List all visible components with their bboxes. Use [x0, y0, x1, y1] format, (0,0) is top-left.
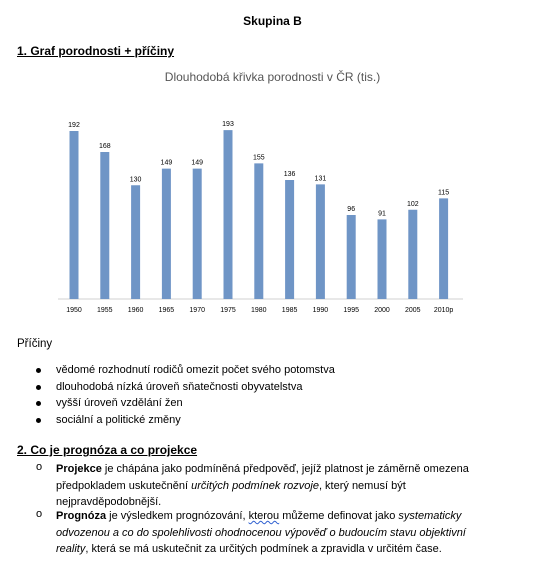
- bar-1985: [285, 180, 294, 299]
- tick-label-1975: 1975: [220, 307, 236, 314]
- spellcheck-word: kterou: [248, 510, 280, 522]
- text-part: můžeme definovat jako: [279, 510, 399, 522]
- term-label: Projekce: [56, 463, 102, 475]
- list-item: [0, 362, 335, 379]
- tick-label-1990: 1990: [312, 307, 329, 314]
- circle-bullet-icon: o: [36, 508, 43, 520]
- bar-2000: [378, 219, 387, 299]
- cause-text: vyšší úroveň vzdělání žen: [56, 397, 183, 409]
- bar-2010p: [439, 198, 448, 299]
- circle-bullet-icon: o: [36, 461, 43, 473]
- birthrate-bar-chart: [58, 94, 478, 322]
- tick-label-2010p: 2010p: [433, 307, 454, 314]
- tick-label-1970: 1970: [189, 307, 205, 314]
- tick-label-1980: 1980: [251, 307, 267, 314]
- text-part: je výsledkem prognózování,: [106, 510, 249, 522]
- definition-text: [56, 508, 496, 558]
- bar-1980: [254, 163, 263, 299]
- text-part: je chápána jako podmíněná předpověď, jejíž platnost je záměrně omezena předpokladem uskutečnění: [56, 463, 469, 492]
- causes-label: Příčiny: [17, 338, 53, 350]
- italic-part: systematicky odvozenou a co do spolehlivosti ohodnocenou výpověď o budoucím stavu objektivní reality: [56, 510, 466, 555]
- bar-1955: [100, 152, 109, 299]
- list-item: [0, 412, 335, 429]
- bar-2005: [408, 210, 417, 299]
- section-heading-forecast: 2. Co je prognóza a co projekce: [17, 443, 198, 457]
- tick-label-1960: 1960: [127, 307, 144, 314]
- tick-label-1965: 1965: [158, 307, 175, 314]
- data-label-1990: 131: [314, 175, 327, 183]
- data-label-2000: 91: [378, 210, 386, 218]
- bar-1965: [162, 169, 171, 299]
- bullet-icon: [36, 401, 41, 406]
- data-label-1970: 149: [191, 159, 204, 167]
- data-label-2005: 102: [406, 200, 419, 208]
- term-label: Prognóza: [56, 510, 107, 522]
- bar-1960: [131, 185, 140, 299]
- chart-title: Dlouhodobá křivka porodnosti v ČR (tis.): [164, 70, 381, 84]
- text-part: , která se má uskutečnit za určitých podmínek a zpravidla v určitém čase.: [85, 543, 442, 555]
- text-part: , který nemusí být nejpravděpodobnější.: [56, 479, 406, 508]
- bar-1995: [347, 215, 356, 299]
- data-label-1995: 96: [347, 206, 356, 213]
- data-label-1955: 168: [98, 143, 111, 150]
- data-label-1965: 149: [160, 159, 173, 167]
- data-label-1950: 192: [68, 122, 80, 129]
- list-item: [0, 395, 335, 412]
- definition-text: [56, 461, 496, 511]
- document-title: Skupina B: [243, 14, 302, 28]
- data-label-1985: 136: [283, 171, 296, 178]
- bar-1950: [70, 131, 79, 299]
- tick-label-2005: 2005: [405, 307, 421, 314]
- cause-text: dlouhodobá nízká úroveň sňatečnosti obyvatelstva: [56, 380, 303, 393]
- tick-label-1950: 1950: [66, 307, 82, 314]
- cause-text: sociální a politické změny: [56, 413, 181, 426]
- causes-list: [0, 362, 335, 428]
- bar-1990: [316, 184, 325, 299]
- tick-label-2000: 2000: [374, 307, 390, 314]
- data-label-1975: 193: [222, 121, 234, 129]
- bullet-icon: [36, 385, 41, 390]
- cause-text: vědomé rozhodnutí rodičů omezit počet svého potomstva: [56, 364, 335, 376]
- tick-label-1985: 1985: [281, 307, 298, 314]
- data-label-2010p: 115: [438, 189, 450, 197]
- data-label-1960: 130: [129, 176, 142, 184]
- bullet-icon: [36, 368, 41, 373]
- italic-part: určitých podmínek rozvoje: [191, 479, 319, 492]
- bar-1975: [224, 130, 233, 299]
- bar-1970: [193, 169, 202, 299]
- tick-label-1995: 1995: [343, 307, 359, 314]
- bullet-icon: [36, 418, 41, 423]
- list-item: [0, 379, 335, 396]
- data-label-1980: 155: [252, 154, 265, 162]
- tick-label-1955: 1955: [97, 307, 113, 314]
- section-heading-birthrate: 1. Graf porodnosti + příčiny: [17, 44, 175, 58]
